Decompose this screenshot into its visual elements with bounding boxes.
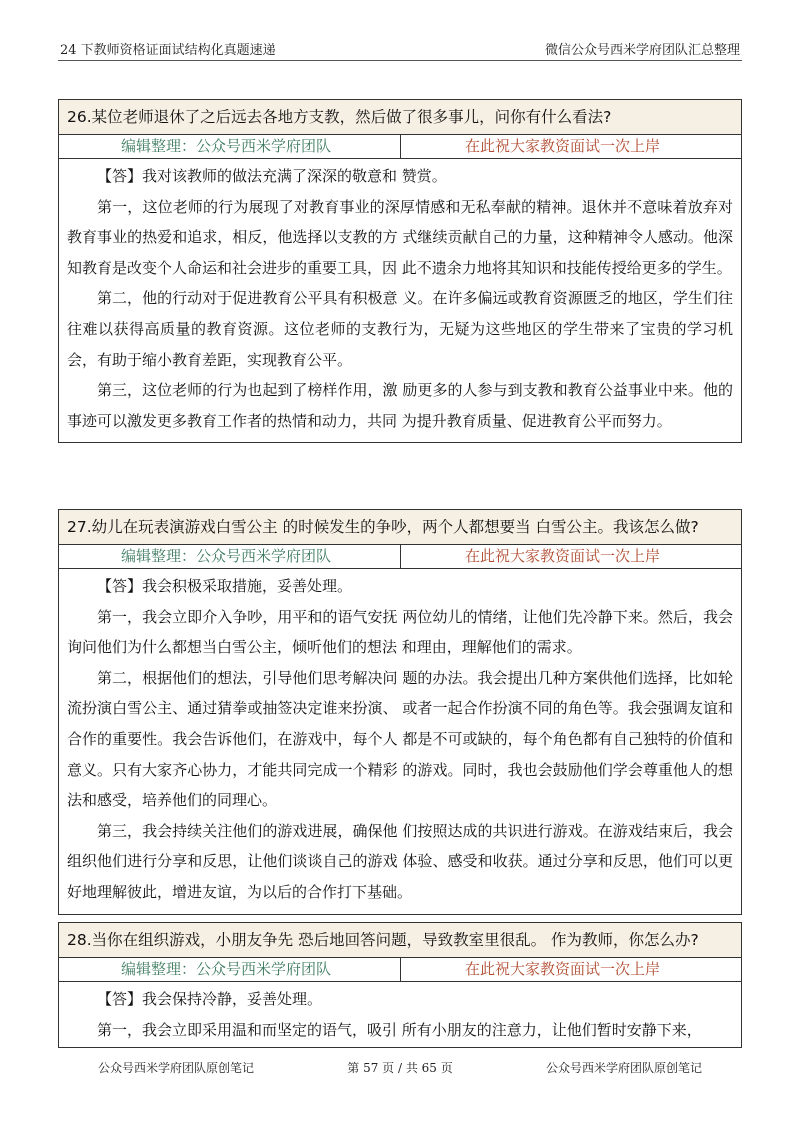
question-block-28 bbox=[58, 922, 742, 1048]
question-block-27 bbox=[58, 509, 742, 915]
footer-left-text: 公众号西米学府团队原创笔记 bbox=[98, 1061, 255, 1075]
credit-row bbox=[59, 135, 741, 159]
answer-paragraph: 第二，根据他们的想法，引导他们思考解决问 题的办法。我会提出几种方案供他们选择，比如轮 流扮演白雪公主、通过猜拳或抽签决定谁来扮演、 或者一起合作扮演不同的角色等。我会强调友谊和 合作的重要性。我会告诉他们，在游戏中，每个人 都是不可或缺的，每个角色都有自己独特的价值和 意义。只有大家齐心协力，才能共同完成一个精彩 的游戏。同时，我也会鼓励他们学会尊重他人的想 法和感受，培养他们的同理心。 bbox=[67, 668, 733, 810]
answer-body bbox=[59, 569, 741, 914]
question-title: 27.幼儿在玩表演游戏白雪公主 的时候发生的争吵，两个人都想要当 白雪公主。我该怎么做? bbox=[59, 510, 741, 545]
answer-paragraph: 【答】我对该教师的做法充满了深深的敬意和 赞赏。 bbox=[97, 167, 447, 185]
credit-row bbox=[59, 958, 741, 982]
answer-paragraph: 第一，我会立即介入争吵，用平和的语气安抚 两位幼儿的情绪，让他们先冷静下来。然后，我会 询问他们为什么都想当白雪公主，倾听他们的想法 和理由，理解他们的需求。 bbox=[67, 607, 733, 657]
credit-editor: 编辑整理：公众号西米学府团队 bbox=[59, 958, 401, 981]
answer-paragraph: 第三，我会持续关注他们的游戏进展，确保他 们按照达成的共识进行游戏。在游戏结束后，我会 组织他们进行分享和反思，让他们谈谈自己的游戏 体验、感受和收获。通过分享和反思，他们可以更 好地理解彼此，增进友谊，为以后的合作打下基础。 bbox=[67, 821, 733, 901]
answer-paragraph: 第三，这位老师的行为也起到了榜样作用，激 励更多的人参与到支教和教育公益事业中来。他的 事迹可以激发更多教育工作者的热情和动力，共同 为提升教育质量、促进教育公平而努力。 bbox=[67, 381, 733, 430]
credit-blessing: 在此祝大家教资面试一次上岸 bbox=[465, 547, 661, 565]
question-block-26 bbox=[58, 99, 742, 443]
credit-editor: 编辑整理：公众号西米学府团队 bbox=[59, 545, 401, 568]
footer-right-text: 公众号西米学府团队原创笔记 bbox=[545, 1061, 702, 1075]
page-header bbox=[58, 35, 742, 61]
page-footer bbox=[58, 1057, 742, 1079]
answer-body bbox=[59, 982, 741, 1047]
credit-row bbox=[59, 545, 741, 569]
question-title: 28.当你在组织游戏，小朋友争先 恐后地回答问题，导致教室里很乱。 作为教师，你怎么办? bbox=[59, 923, 741, 958]
header-left-text: 24 下教师资格证面试结构化真题速递 bbox=[60, 43, 276, 58]
answer-body bbox=[59, 159, 741, 442]
header-right-text: 微信公众号西米学府团队汇总整理 bbox=[544, 43, 740, 58]
answer-paragraph: 第二，他的行动对于促进教育公平具有积极意 义。在许多偏远或教育资源匮乏的地区，学生们往 往难以获得高质量的教育资源。这位老师的支教行为，无疑为这些地区的学生带来了宝贵的学习机 会，有助于缩小教育差距，实现教育公平。 bbox=[67, 289, 733, 369]
answer-paragraph: 【答】我会保持冷静，妥善处理。 bbox=[97, 990, 323, 1008]
credit-editor: 编辑整理：公众号西米学府团队 bbox=[59, 135, 401, 158]
answer-paragraph: 【答】我会积极采取措施，妥善处理。 bbox=[97, 577, 353, 595]
page-number: 第 57 页 / 共 65 页 bbox=[347, 1061, 453, 1075]
credit-blessing: 在此祝大家教资面试一次上岸 bbox=[465, 137, 661, 155]
credit-blessing: 在此祝大家教资面试一次上岸 bbox=[465, 960, 661, 978]
answer-paragraph: 第一，我会立即采用温和而坚定的语气，吸引 所有小朋友的注意力，让他们暂时安静下来， bbox=[97, 1020, 702, 1039]
question-title: 26.某位老师退休了之后远去各地方支教，然后做了很多事儿，问你有什么看法? bbox=[59, 100, 741, 135]
answer-paragraph: 第一，这位老师的行为展现了对教育事业的深厚情感和无私奉献的精神。退休并不意味着放弃对 教育事业的热爱和追求，相反，他选择以支教的方 式继续贡献自己的力量，这种精神令人感动。他深 知教育是改变个人命运和社会进步的重要工具，因 此不遗余力地将其知识和技能传授给更多的学生。 bbox=[67, 197, 733, 277]
